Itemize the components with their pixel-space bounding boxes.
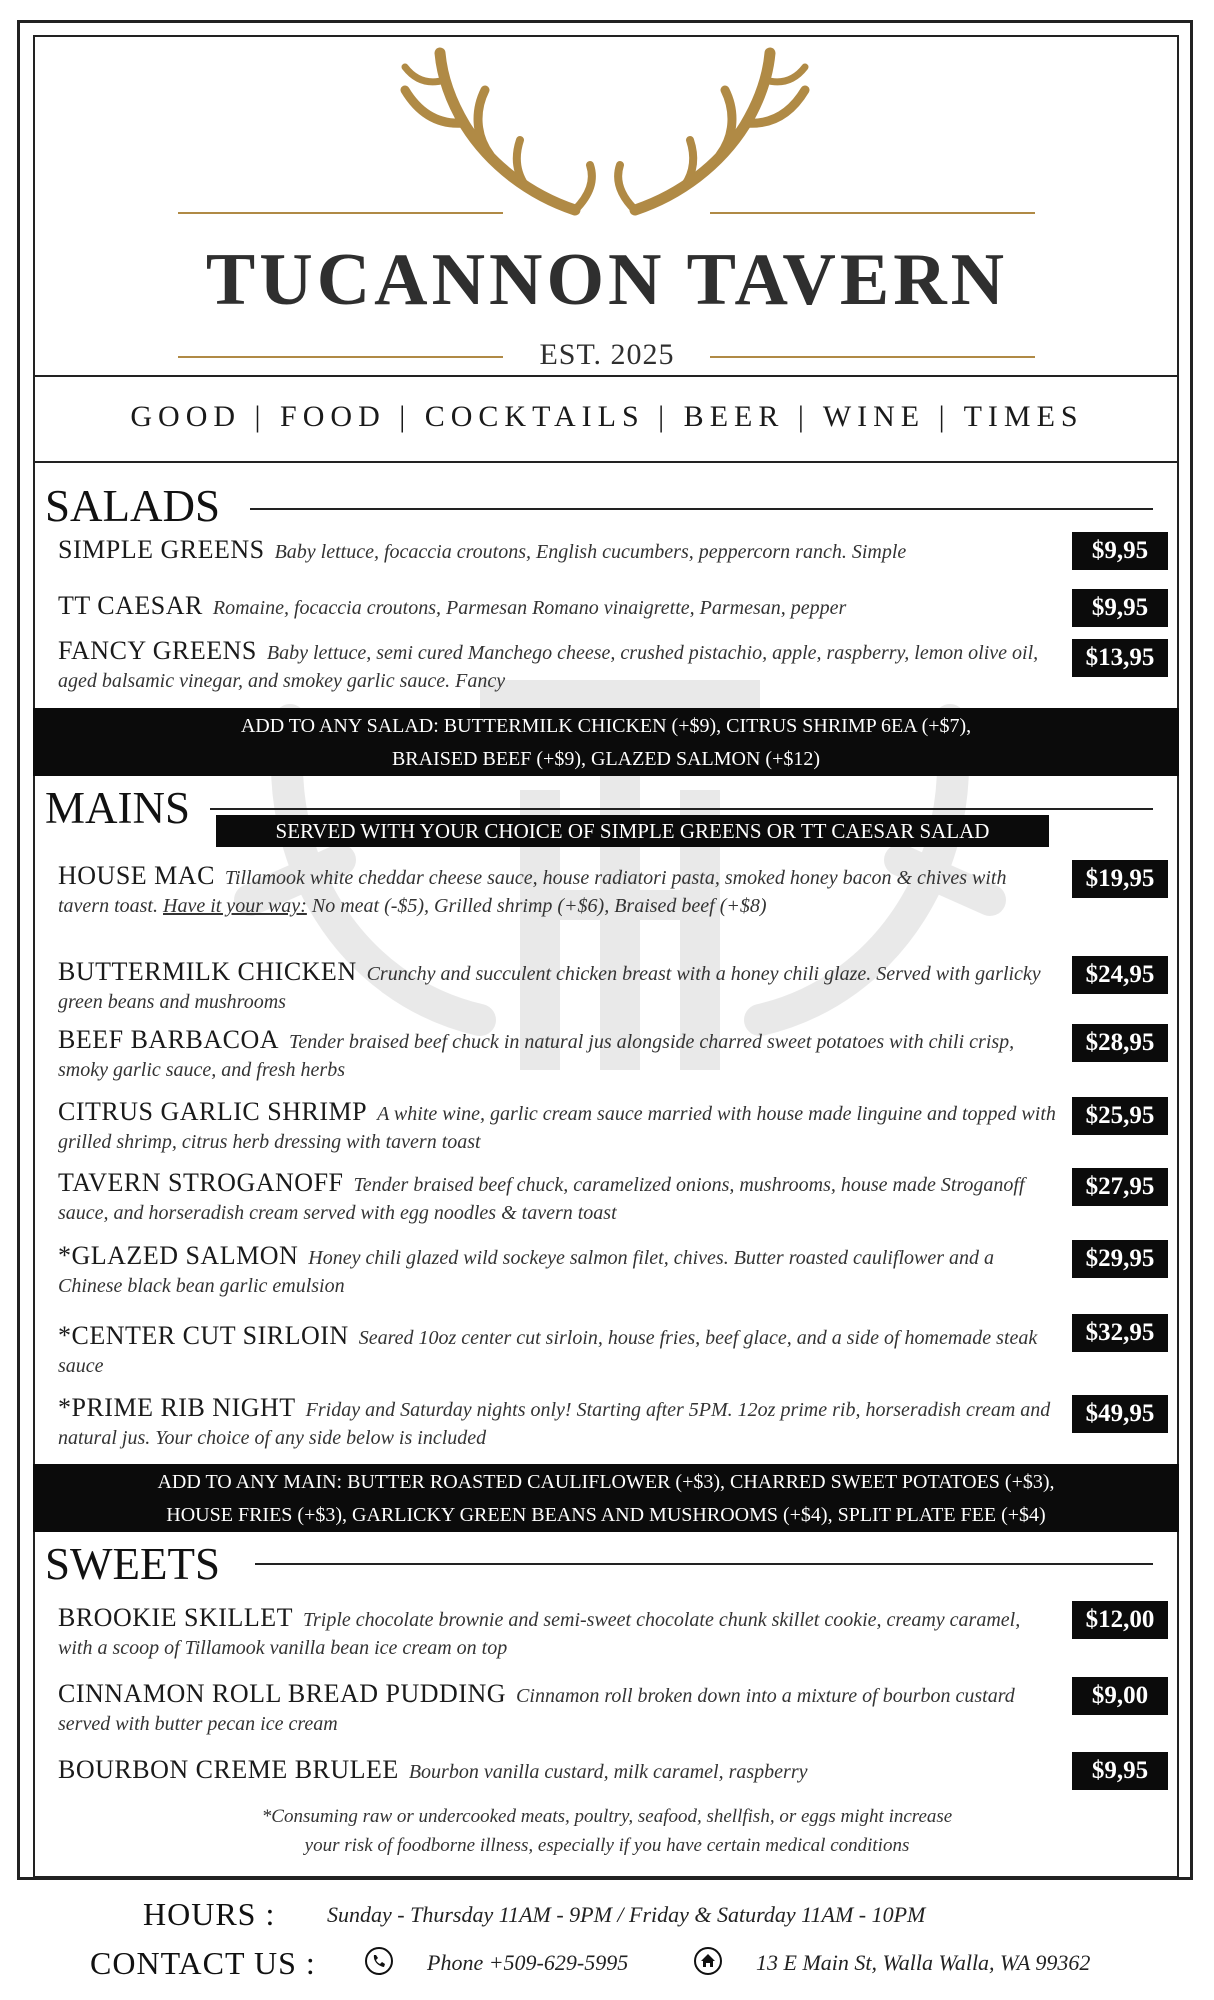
main-addons-banner [33, 1464, 1179, 1532]
menu-item [58, 1242, 1058, 1300]
hours-text: Sunday - Thursday 11AM - 9PM / Friday & Saturday 11AM - 10PM [327, 1902, 926, 1927]
food-safety-disclaimer [0, 1802, 1214, 1860]
tagline: GOOD | FOOD | COCKTAILS | BEER | WINE | TIMES [130, 400, 1084, 433]
menu-item [58, 1026, 1058, 1084]
item-name: CITRUS GARLIC SHRIMP [58, 1097, 368, 1126]
item-desc: Baby lettuce, semi cured Manchego cheese, crushed pistachio, apple, raspberry, lemon olive oil, aged balsamic vinegar, and smokey garlic sauce. Fancy [58, 642, 1039, 692]
menu-item [58, 862, 1058, 920]
item-desc: Honey chili glazed wild sockeye salmon filet, chives. Butter roasted cauliflower and a Chinese black bean garlic emulsion [58, 1247, 995, 1297]
item-desc-emphasis: Have it your way: [163, 895, 307, 917]
item-name: BUTTERMILK CHICKEN [58, 957, 357, 986]
item-name: BOURBON CREME BRULEE [58, 1755, 399, 1784]
menu-item [58, 958, 1058, 1016]
item-desc-options: No meat (-$5), Grilled shrimp (+$6), Braised beef (+$8) [311, 895, 767, 917]
menu-item [58, 1680, 1058, 1738]
item-desc: Baby lettuce, focaccia croutons, English cucumbers, peppercorn ranch. Simple [274, 541, 907, 563]
item-desc: Tender braised beef chuck, caramelized onions, mushrooms, house made Stroganoff sauce, and horseradish cream served with egg noodles & tavern toast [58, 1174, 1025, 1224]
item-name: HOUSE MAC [58, 861, 215, 890]
menu-item [58, 1756, 1058, 1786]
hours-label: HOURS : [143, 1896, 276, 1932]
header-divider [33, 375, 1179, 377]
item-price: $9,00 [1072, 1677, 1168, 1715]
disclaimer-line2: your risk of foodborne illness, especially if you have certain medical conditions [304, 1835, 910, 1856]
item-desc: Romaine, focaccia croutons, Parmesan Romano vinaigrette, Parmesan, pepper [212, 597, 847, 619]
section-rule-sweets [255, 1563, 1153, 1565]
home-icon [693, 1946, 723, 1976]
menu-item [58, 1169, 1058, 1227]
item-desc: Cinnamon roll broken down into a mixture of bourbon custard served with butter pecan ice cream [58, 1685, 1015, 1735]
disclaimer-line1: *Consuming raw or undercooked meats, poultry, seafood, shellfish, or eggs might increase [261, 1806, 953, 1827]
item-desc: Tender braised beef chuck in natural jus alongside charred sweet potatoes with chili crisp, smoky garlic sauce, and fresh herbs [58, 1031, 1015, 1081]
phone-icon [364, 1946, 394, 1976]
section-title-mains: MAINS [45, 783, 191, 833]
item-name: BEEF BARBACOA [58, 1025, 280, 1054]
item-price: $32,95 [1072, 1314, 1168, 1352]
salad-addons-line1: ADD TO ANY SALAD: BUTTERMILK CHICKEN (+$9), CITRUS SHRIMP 6EA (+$7), [240, 715, 972, 737]
tagline-divider [33, 461, 1179, 463]
item-desc: Friday and Saturday nights only! Starting after 5PM. 12oz prime rib, horseradish cream and natural jus. Your choice of any side below is included [58, 1399, 1051, 1449]
item-price: $19,95 [1072, 860, 1168, 898]
address: 13 E Main St, Walla Walla, WA 99362 [756, 1950, 1091, 1975]
salad-addons-line2: BRAISED BEEF (+$9), GLAZED SALMON (+$12) [391, 748, 821, 770]
item-price: $13,95 [1072, 639, 1168, 677]
item-name: BROOKIE SKILLET [58, 1603, 293, 1632]
item-price: $9,95 [1072, 589, 1168, 627]
phone-number[interactable]: Phone +509-629-5995 [427, 1950, 629, 1975]
item-price: $49,95 [1072, 1395, 1168, 1433]
item-name: TT CAESAR [58, 591, 203, 620]
established-year: EST. 2025 [539, 338, 675, 371]
menu-item [58, 1322, 1058, 1380]
item-name: *PRIME RIB NIGHT [58, 1393, 296, 1422]
main-addons-line1: ADD TO ANY MAIN: BUTTER ROASTED CAULIFLOWER (+$3), CHARRED SWEET POTATOES (+$3), [157, 1471, 1055, 1493]
item-price: $12,00 [1072, 1601, 1168, 1639]
served-with-note: SERVED WITH YOUR CHOICE OF SIMPLE GREENS OR TT CAESAR SALAD [216, 815, 1049, 847]
item-desc: Crunchy and succulent chicken breast with a honey chili glaze. Served with garlicky green beans and mushrooms [58, 963, 1041, 1013]
item-price: $27,95 [1072, 1168, 1168, 1206]
item-name: FANCY GREENS [58, 636, 257, 665]
section-title-salads: SALADS [45, 481, 221, 531]
gold-rule-left-top [178, 212, 503, 214]
item-desc: Seared 10oz center cut sirloin, house fries, beef glace, and a side of homemade steak sauce [58, 1327, 1038, 1377]
menu-item [58, 1098, 1058, 1156]
salad-addons-banner [33, 708, 1179, 776]
antlers-logo [380, 45, 830, 220]
menu-item [58, 592, 1058, 622]
item-price: $28,95 [1072, 1024, 1168, 1062]
item-name: SIMPLE GREENS [58, 535, 265, 564]
menu-item [58, 536, 1058, 566]
item-price: $9,95 [1072, 532, 1168, 570]
item-name: *CENTER CUT SIRLOIN [58, 1321, 349, 1350]
brand-name: TUCANNON TAVERN [205, 239, 1009, 321]
main-addons-line2: HOUSE FRIES (+$3), GARLICKY GREEN BEANS AND MUSHROOMS (+$4), SPLIT PLATE FEE (+$4) [166, 1504, 1046, 1526]
item-desc: A white wine, garlic cream sauce married with house made linguine and topped with grilled shrimp, citrus herb dressing with tavern toast [58, 1103, 1056, 1153]
item-price: $25,95 [1072, 1097, 1168, 1135]
menu-item [58, 1394, 1058, 1452]
item-name: CINNAMON ROLL BREAD PUDDING [58, 1679, 507, 1708]
item-name: TAVERN STROGANOFF [58, 1168, 344, 1197]
gold-rule-right-top [710, 212, 1035, 214]
menu-item [58, 1604, 1058, 1662]
item-desc: Bourbon vanilla custard, milk caramel, raspberry [408, 1761, 808, 1783]
section-title-sweets: SWEETS [45, 1539, 220, 1589]
item-price: $24,95 [1072, 956, 1168, 994]
section-rule-mains [210, 808, 1153, 810]
contact-label: CONTACT US : [90, 1945, 316, 1981]
item-price: $9,95 [1072, 1752, 1168, 1790]
menu-item [58, 637, 1058, 695]
item-desc: Triple chocolate brownie and semi-sweet chocolate chunk skillet cookie, creamy caramel, with a scoop of Tillamook vanilla bean ice cream on top [58, 1609, 1021, 1659]
section-rule-salads [250, 508, 1153, 510]
item-desc: Tillamook white cheddar cheese sauce, house radiatori pasta, smoked honey bacon & chives with tavern toast. [58, 867, 1007, 917]
item-price: $29,95 [1072, 1240, 1168, 1278]
item-name: *GLAZED SALMON [58, 1241, 299, 1270]
